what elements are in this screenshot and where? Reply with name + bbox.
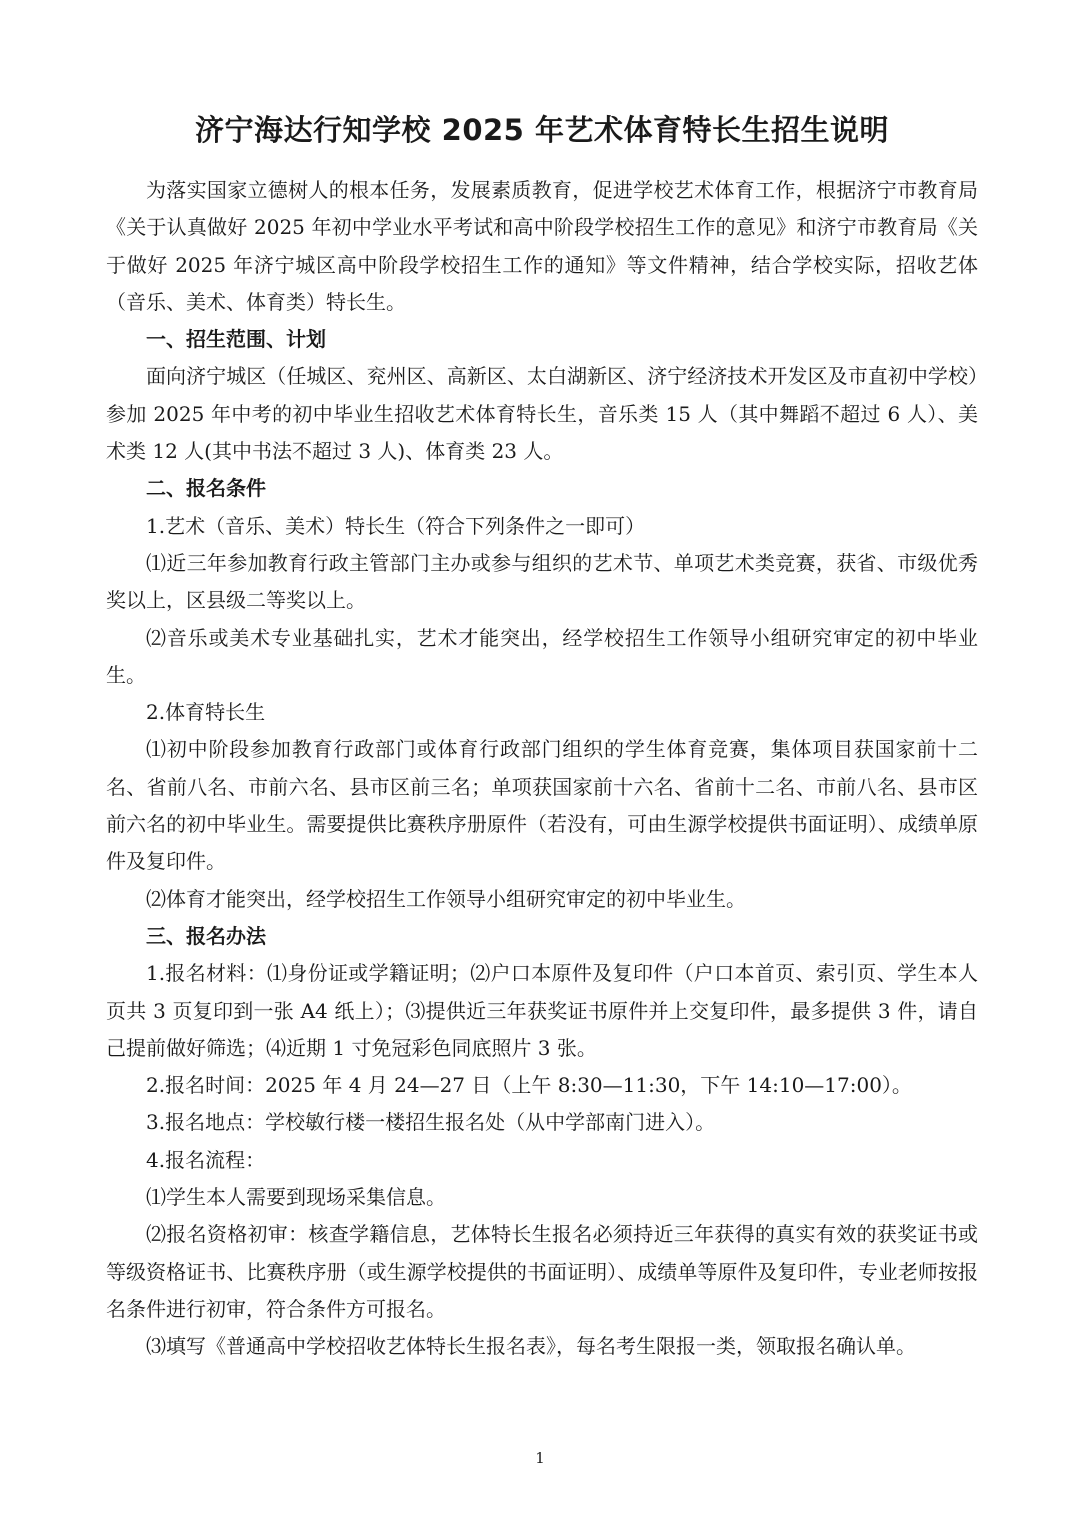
document-page <box>106 108 978 1366</box>
paragraph-process-title: 4.报名流程： <box>146 1147 266 1172</box>
paragraph-sports-condition-2: ⑵体育才能突出，经学校招生工作领导小组研究审定的初中毕业生。 <box>146 886 746 911</box>
section-heading-conditions: 二、报名条件 <box>146 476 266 501</box>
paragraph-art-condition-2: ⑵音乐或美术专业基础扎实，艺术才能突出，经学校招生工作领导小组研究审定的初中毕业生。 <box>106 625 978 687</box>
paragraph-process-step-1: ⑴学生本人需要到现场采集信息。 <box>146 1185 446 1210</box>
paragraph-materials: 1.报名材料：⑴身份证或学籍证明；⑵户口本原件及复印件（户口本首页、索引页、学生本人页共 3 页复印到一张 A4 纸上）；⑶提供近三年获奖证书原件并上交复印件，最多提供 3 件，请自己提前做好筛选；⑷近期 1 寸免冠彩色同底照片 3 张。 <box>106 961 978 1060</box>
document-body <box>106 172 978 1366</box>
paragraph-sports-title: 2.体育特长生 <box>146 700 266 725</box>
paragraph-art-title: 1.艺术（音乐、美术）特长生（符合下列条件之一即可） <box>146 513 646 538</box>
paragraph-sports-condition-1: ⑴初中阶段参加教育行政部门或体育行政部门组织的学生体育竞赛，集体项目获国家前十二名、省前八名、市前六名、县市区前三名；单项获国家前十六名、省前十二名、市前八名、县市区前六名的初中毕业生。需要提供比赛秩序册原件（若没有，可由生源学校提供书面证明）、成绩单原件及复印件。 <box>106 737 978 874</box>
paragraph-process-step-2: ⑵报名资格初审：核查学籍信息，艺体特长生报名必须持近三年获得的真实有效的获奖证书或等级资格证书、比赛秩序册（或生源学校提供的书面证明）、成绩单等原件及复印件，专业老师按报名条件进行初审，符合条件方可报名。 <box>106 1222 978 1321</box>
document-title: 济宁海达行知学校 2025 年艺术体育特长生招生说明 <box>195 113 889 147</box>
paragraph-scope-plan: 面向济宁城区（任城区、兖州区、高新区、太白湖新区、济宁经济技术开发区及市直初中学校）参加 2025 年中考的初中毕业生招收艺术体育特长生，音乐类 15 人（其中舞蹈不超过 6 人）、美术类 12 人(其中书法不超过 3 人)、体育类 23 人。 <box>106 364 978 464</box>
section-heading-registration: 三、报名办法 <box>146 923 266 948</box>
section-heading-scope: 一、招生范围、计划 <box>146 327 326 352</box>
intro-paragraph: 为落实国家立德树人的根本任务，发展素质教育，促进学校艺术体育工作，根据济宁市教育局《关于认真做好 2025 年初中学业水平考试和高中阶段学校招生工作的意见》和济宁市教育局《关于做好 2025 年济宁城区高中阶段学校招生工作的通知》等文件精神，结合学校实际，招收艺体（音乐、美术、体育类）特长生。 <box>106 178 978 314</box>
page-number: 1 <box>535 1449 545 1467</box>
paragraph-process-step-3: ⑶填写《普通高中学校招收艺体特长生报名表》，每名考生限报一类，领取报名确认单。 <box>146 1334 916 1359</box>
paragraph-art-condition-1: ⑴近三年参加教育行政主管部门主办或参与组织的艺术节、单项艺术类竞赛，获省、市级优秀奖以上，区县级二等奖以上。 <box>106 550 978 613</box>
paragraph-location: 3.报名地点：学校敏行楼一楼招生报名处（从中学部南门进入）。 <box>146 1110 716 1135</box>
paragraph-time: 2.报名时间：2025 年 4 月 24—27 日（上午 8:30—11:30，下午 14:10—17:00）。 <box>146 1073 912 1098</box>
